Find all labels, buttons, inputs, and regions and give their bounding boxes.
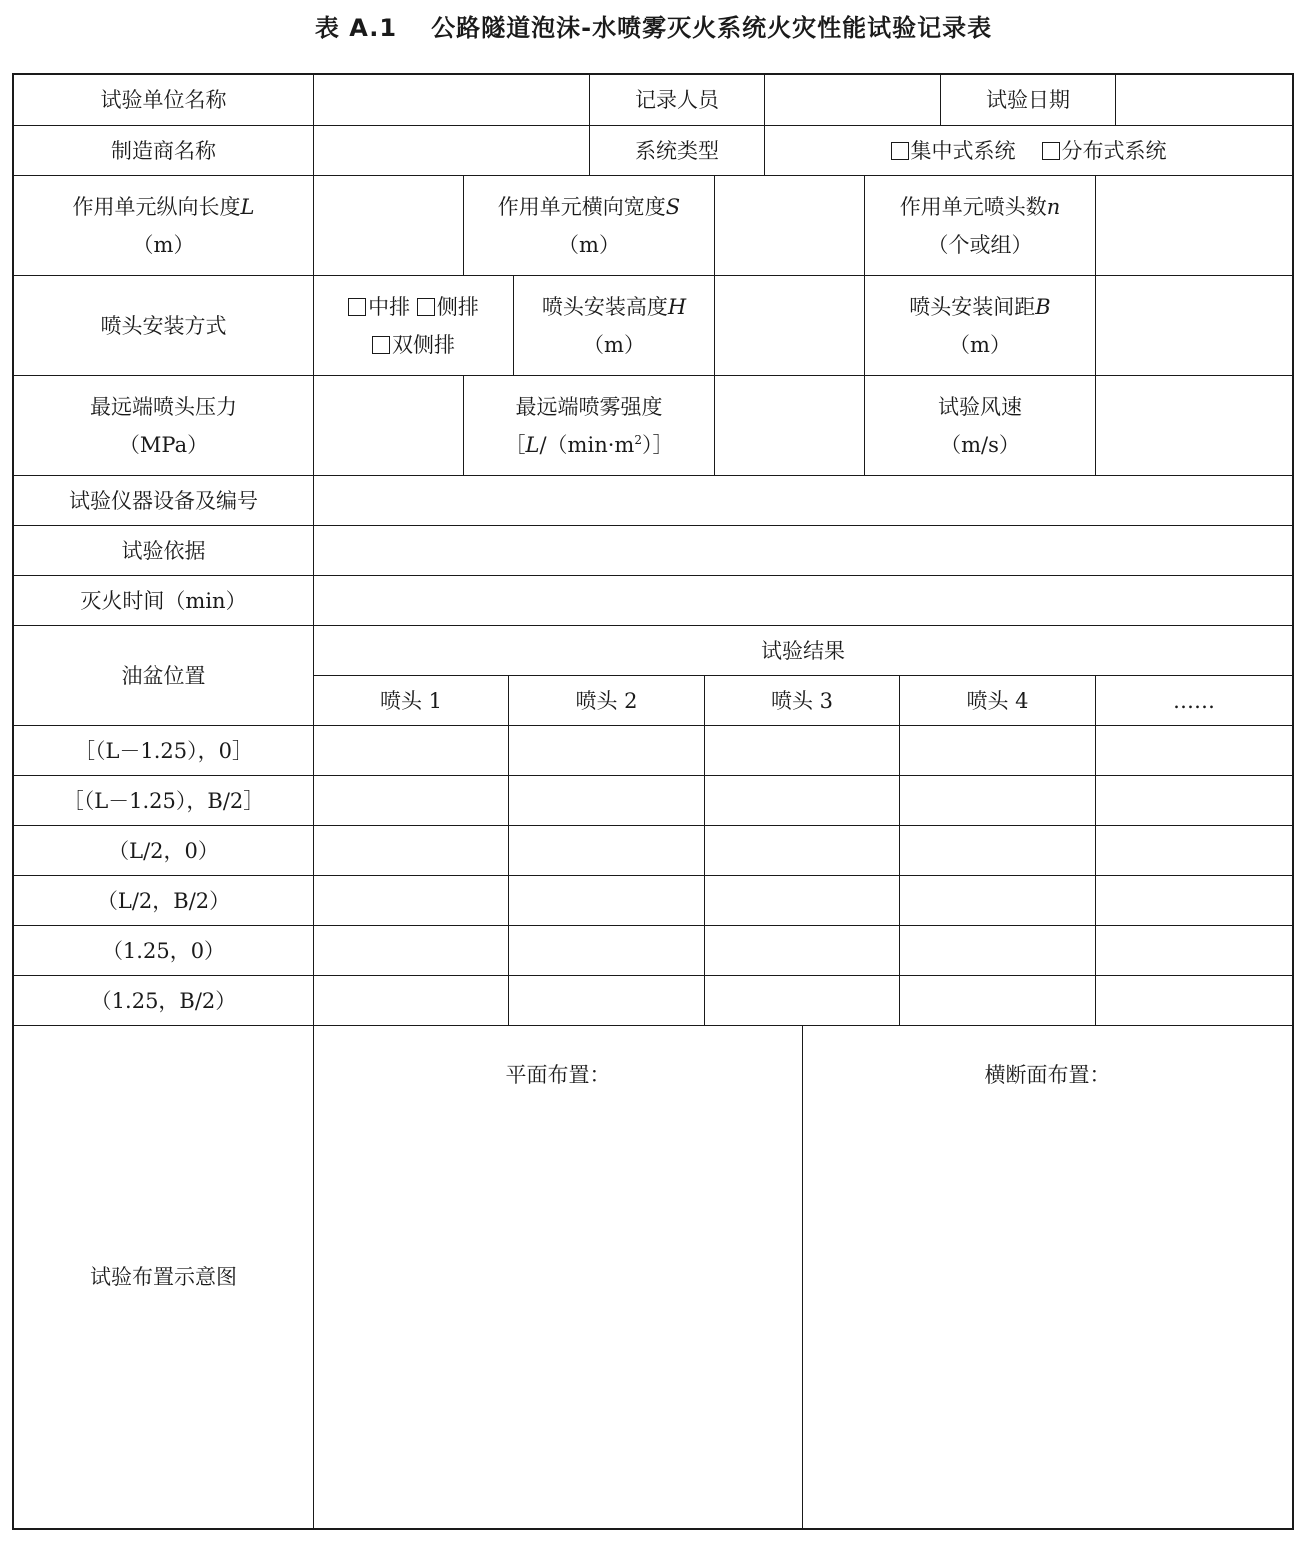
- label-system-type: 系统类型: [590, 126, 765, 176]
- result-cell[interactable]: [705, 726, 900, 776]
- position-label: ［（L－1.25），B/2］: [14, 776, 314, 826]
- label-install-method: 喷头安装方式: [14, 276, 314, 376]
- label-unit-width: 作用单元横向宽度S （m）: [464, 176, 715, 276]
- checkbox-distributed[interactable]: 分布式系统: [1042, 139, 1167, 163]
- input-unit-width[interactable]: [715, 176, 865, 276]
- label-test-unit: 试验单位名称: [14, 75, 314, 126]
- result-cell[interactable]: [314, 926, 509, 976]
- checkbox-middle[interactable]: 中排: [348, 295, 410, 319]
- input-basis[interactable]: [314, 526, 1292, 576]
- result-cell[interactable]: [705, 876, 900, 926]
- cross-section-area[interactable]: [803, 1026, 1292, 1528]
- nozzle-header: 喷头 2: [509, 676, 705, 726]
- label-install-height: 喷头安装高度H （m）: [514, 276, 715, 376]
- result-cell[interactable]: [509, 926, 705, 976]
- input-unit-length[interactable]: [314, 176, 464, 276]
- input-equipment[interactable]: [314, 476, 1292, 526]
- result-cell[interactable]: [1096, 976, 1292, 1026]
- label-basis: 试验依据: [14, 526, 314, 576]
- result-cell[interactable]: [705, 776, 900, 826]
- result-cell[interactable]: [314, 776, 509, 826]
- result-cell[interactable]: [314, 976, 509, 1026]
- input-test-date[interactable]: [1116, 75, 1292, 126]
- nozzle-header-more: ……: [1096, 676, 1292, 726]
- label-spray-intensity: 最远端喷雾强度 $[L/(\min\cdot m^2)]$: [464, 376, 715, 476]
- position-label: ［（L－1.25），0］: [14, 726, 314, 776]
- label-extinguish-time: 灭火时间（min）: [14, 576, 314, 626]
- checkbox-central[interactable]: 集中式系统: [891, 139, 1016, 163]
- plan-layout-area[interactable]: [314, 1026, 803, 1528]
- result-cell[interactable]: [509, 776, 705, 826]
- system-type-options: [765, 126, 1292, 176]
- result-cell[interactable]: [1096, 826, 1292, 876]
- result-cell[interactable]: [509, 976, 705, 1026]
- position-label: （L/2，B/2）: [14, 876, 314, 926]
- result-cell[interactable]: [900, 726, 1096, 776]
- label-equipment: 试验仪器设备及编号: [14, 476, 314, 526]
- checkbox-double-side[interactable]: 双侧排: [372, 333, 455, 357]
- result-cell[interactable]: [314, 826, 509, 876]
- label-nozzle-count: 作用单元喷头数n （个或组）: [865, 176, 1096, 276]
- record-table: [12, 73, 1294, 1530]
- result-cell[interactable]: [509, 726, 705, 776]
- label-test-date: 试验日期: [941, 75, 1116, 126]
- input-test-unit[interactable]: [314, 75, 590, 126]
- nozzle-header: 喷头 1: [314, 676, 509, 726]
- result-cell[interactable]: [314, 726, 509, 776]
- result-cell[interactable]: [1096, 726, 1292, 776]
- position-label: （1.25，B/2）: [14, 976, 314, 1026]
- position-label: （L/2，0）: [14, 826, 314, 876]
- input-manufacturer[interactable]: [314, 126, 590, 176]
- label-nozzle-pressure: 最远端喷头压力 （MPa）: [14, 376, 314, 476]
- label-wind-speed: 试验风速 （m/s）: [865, 376, 1096, 476]
- input-nozzle-pressure[interactable]: [314, 376, 464, 476]
- label-recorder: 记录人员: [590, 75, 765, 126]
- result-cell[interactable]: [1096, 776, 1292, 826]
- plan-layout-label: 平面布置：: [505, 1063, 611, 1087]
- input-wind-speed[interactable]: [1096, 376, 1292, 476]
- result-cell[interactable]: [900, 876, 1096, 926]
- input-install-height[interactable]: [715, 276, 865, 376]
- result-cell[interactable]: [509, 876, 705, 926]
- input-extinguish-time[interactable]: [314, 576, 1292, 626]
- nozzle-header: 喷头 3: [705, 676, 900, 726]
- result-cell[interactable]: [314, 876, 509, 926]
- label-install-spacing: 喷头安装间距B （m）: [865, 276, 1096, 376]
- input-nozzle-count[interactable]: [1096, 176, 1292, 276]
- nozzle-header: 喷头 4: [900, 676, 1096, 726]
- page-title: [0, 8, 1307, 43]
- result-cell[interactable]: [705, 926, 900, 976]
- table-title: 公路隧道泡沫-水喷雾灭火系统火灾性能试验记录表: [431, 14, 993, 42]
- result-cell[interactable]: [1096, 926, 1292, 976]
- label-pan-position: 油盆位置: [14, 626, 314, 726]
- label-manufacturer: 制造商名称: [14, 126, 314, 176]
- cross-section-label: 横断面布置：: [984, 1063, 1111, 1087]
- result-cell[interactable]: [900, 776, 1096, 826]
- position-label: （1.25，0）: [14, 926, 314, 976]
- table-number: 表 A.1: [314, 14, 398, 42]
- result-cell[interactable]: [509, 826, 705, 876]
- result-cell[interactable]: [900, 926, 1096, 976]
- result-cell[interactable]: [1096, 876, 1292, 926]
- checkbox-side[interactable]: 侧排: [417, 295, 479, 319]
- input-recorder[interactable]: [765, 75, 941, 126]
- label-unit-length: 作用单元纵向长度L （m）: [14, 176, 314, 276]
- label-test-results: 试验结果: [314, 626, 1292, 676]
- result-cell[interactable]: [900, 976, 1096, 1026]
- input-spray-intensity[interactable]: [715, 376, 865, 476]
- result-cell[interactable]: [900, 826, 1096, 876]
- install-method-options: [314, 276, 514, 376]
- input-install-spacing[interactable]: [1096, 276, 1292, 376]
- label-layout-diagram: 试验布置示意图: [14, 1026, 314, 1528]
- result-cell[interactable]: [705, 826, 900, 876]
- result-cell[interactable]: [705, 976, 900, 1026]
